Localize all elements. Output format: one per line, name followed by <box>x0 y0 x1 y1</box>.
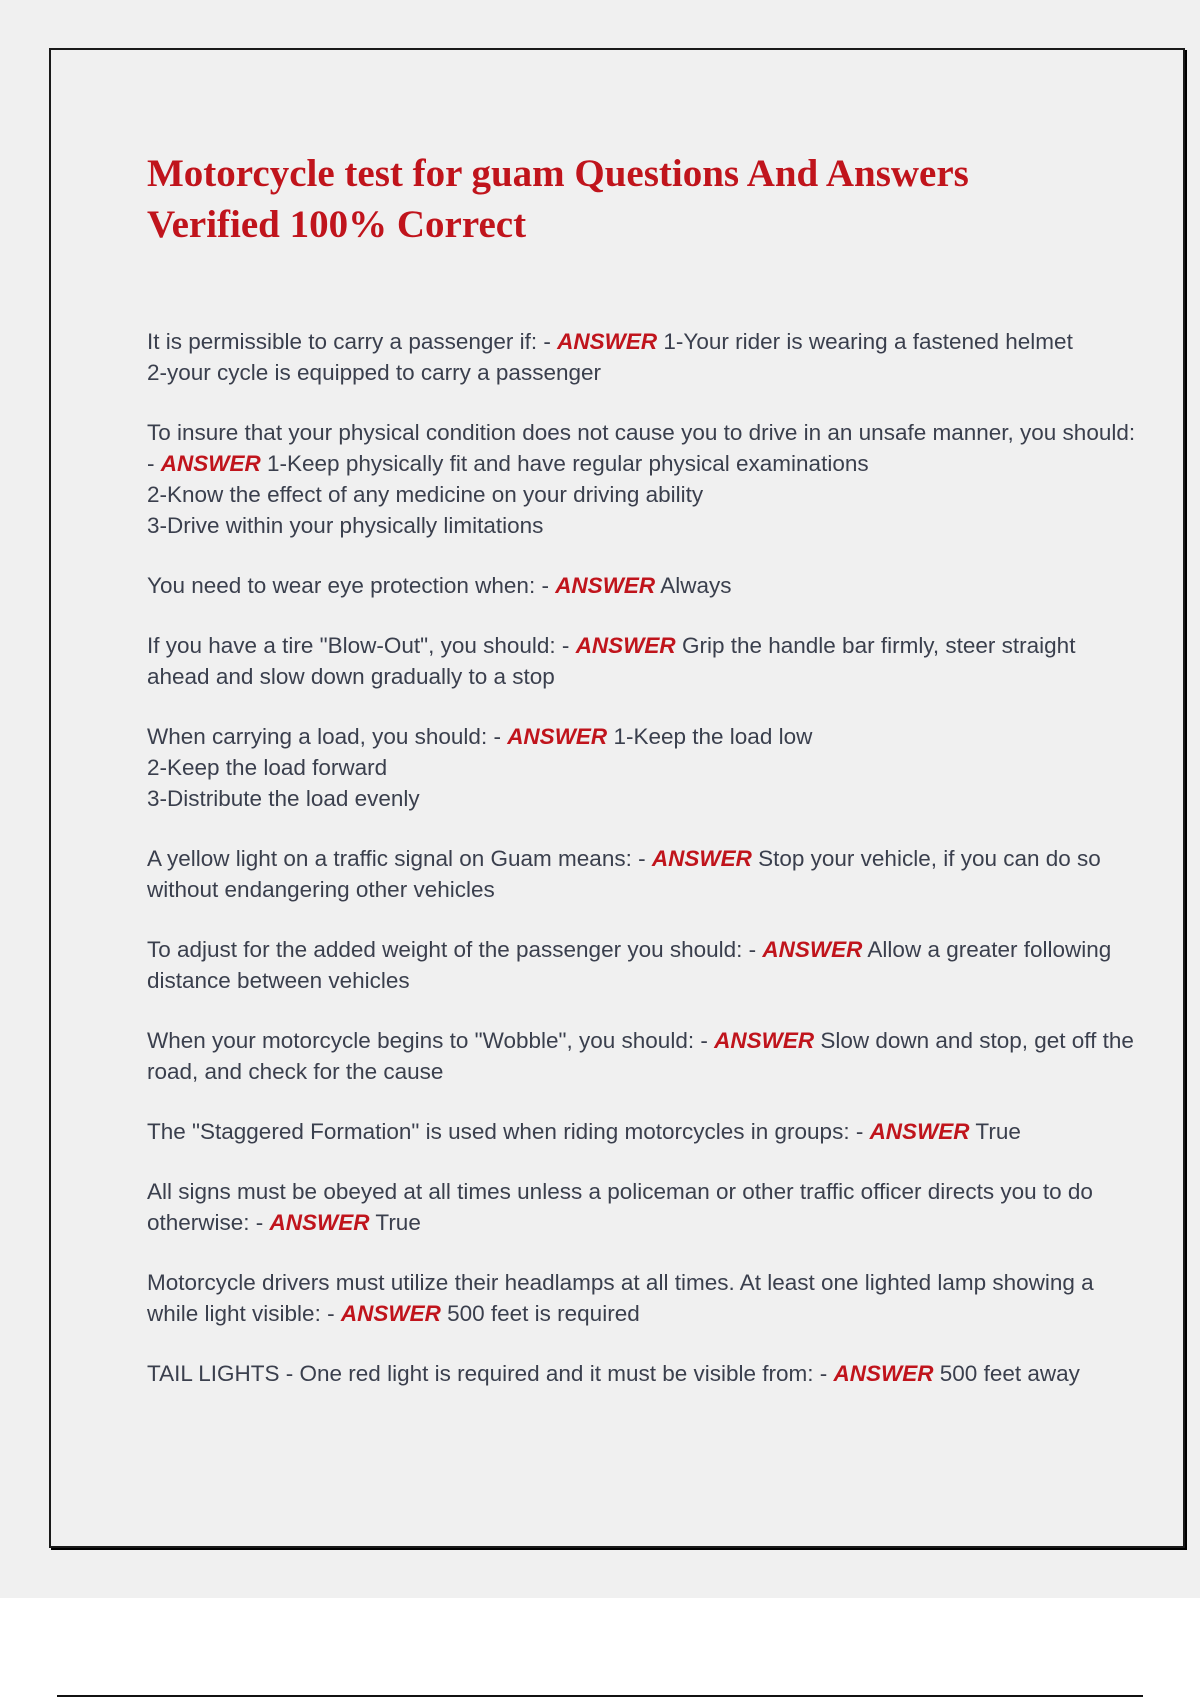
answer-label: ANSWER <box>762 937 863 962</box>
answer-text: 500 feet away <box>939 1361 1080 1386</box>
document-page <box>49 48 1185 1548</box>
qa-item <box>147 326 1137 388</box>
question-text: A yellow light on a traffic signal on Guam means: - <box>147 846 652 871</box>
document-content <box>147 148 1142 1418</box>
answer-label: ANSWER <box>340 1301 441 1326</box>
qa-item <box>147 1176 1137 1238</box>
answer-label: ANSWER <box>160 451 261 476</box>
answer-label: ANSWER <box>714 1028 815 1053</box>
answer-text: 2-Know the effect of any medicine on your driving ability <box>147 482 704 507</box>
question-text: To insure that your physical condition does not cause you to drive in an unsafe manner, you should: - <box>147 420 1142 476</box>
qa-first-line <box>147 934 1137 996</box>
qa-item <box>147 843 1137 905</box>
qa-first-line <box>147 843 1137 905</box>
answer-text: 500 feet is required <box>447 1301 640 1326</box>
answer-label: ANSWER <box>507 724 608 749</box>
qa-item <box>147 570 1137 601</box>
title-line-1: Motorcycle test for guam Questions And Answers <box>147 152 969 195</box>
answer-label: ANSWER <box>651 846 752 871</box>
answer-text: True <box>375 1210 421 1235</box>
question-text: TAIL LIGHTS - One red light is required and it must be visible from: - <box>147 1361 834 1386</box>
qa-item <box>147 630 1137 692</box>
answer-label: ANSWER <box>869 1119 970 1144</box>
qa-item <box>147 417 1142 541</box>
answer-text: Slow down and stop, get off the road, and check for the cause <box>147 1028 1141 1084</box>
qa-first-line <box>147 570 1137 601</box>
qa-item <box>147 1025 1141 1087</box>
qa-item <box>147 1267 1137 1329</box>
question-text: The "Staggered Formation" is used when riding motorcycles in groups: - <box>147 1119 870 1144</box>
bottom-divider <box>57 1695 1143 1697</box>
answer-label: ANSWER <box>269 1210 370 1235</box>
answer-label: ANSWER <box>555 573 656 598</box>
qa-first-line <box>147 1025 1141 1087</box>
qa-first-line <box>147 1176 1137 1238</box>
answer-text: Stop your vehicle, if you can do so without endangering other vehicles <box>147 846 1108 902</box>
qa-first-line <box>147 417 1142 479</box>
answer-label: ANSWER <box>833 1361 934 1386</box>
qa-first-line <box>147 1358 1137 1389</box>
answer-text: 2-your cycle is equipped to carry a passenger <box>147 360 601 385</box>
qa-item <box>147 1358 1137 1389</box>
qa-list <box>147 326 1142 1389</box>
answer-text: Grip the handle bar firmly, steer straight ahead and slow down gradually to a stop <box>147 633 1082 689</box>
answer-text: 1-Keep the load low <box>613 724 813 749</box>
question-text: If you have a tire "Blow-Out", you should: - <box>147 633 576 658</box>
question-text: When your motorcycle begins to "Wobble", you should: - <box>147 1028 715 1053</box>
answer-text: True <box>975 1119 1021 1144</box>
title-line-2: Verified 100% Correct <box>147 203 527 246</box>
qa-first-line <box>147 326 1137 357</box>
question-text: When carrying a load, you should: - <box>147 724 508 749</box>
document-title <box>147 148 1137 250</box>
answer-text: Allow a greater following distance between vehicles <box>147 937 1118 993</box>
qa-item <box>147 721 1137 814</box>
question-text: To adjust for the added weight of the passenger you should: - <box>147 937 763 962</box>
answer-text: 3-Distribute the load evenly <box>147 786 420 811</box>
question-text: All signs must be obeyed at all times unless a policeman or other traffic officer directs you to do otherwise: - <box>147 1179 1100 1235</box>
question-text: You need to wear eye protection when: - <box>147 573 556 598</box>
qa-item <box>147 934 1137 996</box>
qa-item <box>147 1116 1137 1147</box>
qa-first-line <box>147 630 1137 692</box>
question-text: Motorcycle drivers must utilize their headlamps at all times. At least one lighted lamp showing a while light visible: - <box>147 1270 1100 1326</box>
answer-text: 1-Keep physically fit and have regular physical examinations <box>267 451 869 476</box>
answer-text: 2-Keep the load forward <box>147 755 388 780</box>
qa-first-line <box>147 1116 1137 1147</box>
answer-text: 3-Drive within your physically limitations <box>147 513 544 538</box>
answer-label: ANSWER <box>557 329 658 354</box>
qa-first-line <box>147 1267 1137 1329</box>
answer-label: ANSWER <box>575 633 676 658</box>
answer-text: Always <box>660 573 732 598</box>
question-text: It is permissible to carry a passenger if: - <box>147 329 558 354</box>
qa-first-line <box>147 721 1137 752</box>
answer-text: 1-Your rider is wearing a fastened helmet <box>663 329 1073 354</box>
